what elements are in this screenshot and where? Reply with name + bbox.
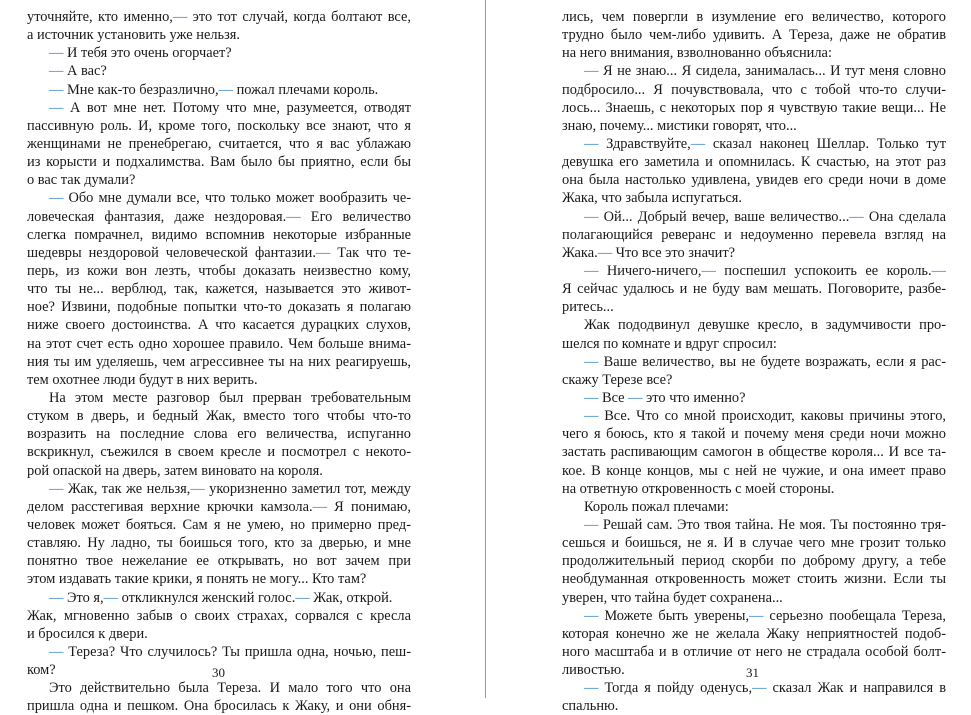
text-line: шедевры нездоровой человеческой фантазии.— Так что те-	[27, 244, 411, 261]
text-line: и бросился к двери.	[27, 625, 148, 642]
text-line: ком?	[27, 662, 56, 679]
text-line: — А вот мне нет. Потому что мне, разумеется, отводят	[49, 99, 411, 116]
text-line: подбросило... Я почувствовала, что с тобой что-то случи-	[562, 81, 946, 98]
text-line: женщинами не пренебрегаю, считается, что я вас ублажаю	[27, 135, 411, 152]
text-line: ливостью.	[562, 662, 625, 679]
text-line: возразить на последние слова его величества, испуганно	[27, 426, 411, 443]
text-line: Жака, что забыла испугаться.	[562, 190, 742, 207]
text-line: сешься и боишься, не я. И в случае чего мне грозит только	[562, 535, 946, 552]
text-line: На этом месте разговор был прерван требовательным	[49, 389, 411, 406]
text-line: тем охотнее люди будут в них верить.	[27, 371, 258, 388]
text-line: ниже своего достоинства. А что касается дурацких слухов,	[27, 317, 411, 334]
text-line: скажу Терезе все?	[562, 371, 673, 388]
text-line: шелся по комнате и вдруг спросил:	[562, 335, 777, 352]
text-line: пассивную роль. И, кроме того, поскольку все знают, что я	[27, 117, 411, 134]
text-line: о вас так думали?	[27, 172, 136, 189]
text-line: из корысти и подхалимства. Вам было бы приятно, если бы	[27, 154, 411, 171]
text-line: — Ой... Добрый вечер, ваше величество...— Она сделала	[584, 208, 946, 225]
text-line: Жак пододвинул девушке кресло, в задумчивости про-	[584, 317, 946, 334]
text-line: ного масштаба и в отличие от него не страдала особой болт-	[562, 643, 946, 660]
text-line: лись, чем повергли в изумление его величество, которого	[562, 9, 946, 25]
text-line: — Это я,— откликнулся женский голос.— Жак, открой.	[49, 589, 393, 606]
text-line: Король пожал плечами:	[584, 498, 729, 515]
text-line: которая конечно же не желала Жаку неприятностей подоб-	[562, 625, 946, 642]
text-line: спальню.	[562, 698, 619, 715]
text-line: что ты не... верблюд, так, кажется, называется это живот-	[27, 281, 411, 298]
text-line: — Обо мне думали все, что только может вообразить че-	[49, 190, 411, 207]
text-line: на него внимания, взволнованно объяснила:	[562, 45, 832, 62]
text-line: ставляю. Ну ладно, ты боишься того, кто за дверью, и мне	[27, 535, 411, 552]
text-line: — Можете быть уверены,— серьезно пообещала Тереза,	[584, 607, 946, 624]
text-line: уверен, что тайна будет сохранена...	[562, 589, 783, 606]
text-line: необдуманная откровенность может стоить жизни. Если ты	[562, 571, 946, 588]
text-line: Я сейчас удалюсь и не буду вам мешать. Поговорите, разбе-	[562, 281, 946, 298]
page-divider	[485, 0, 486, 698]
text-line: человек может бояться. Сам я не умею, но примерно пред-	[27, 516, 411, 533]
text-line: стуком в дверь, и бедный Жак, вместо того чтобы что-то	[27, 408, 411, 425]
text-line: застать распивающим самогон в обществе короля... И все та-	[562, 444, 946, 461]
text-line: ритесь...	[562, 299, 614, 316]
text-line: продолжительный период скорби по доброму другу, а тебе	[562, 553, 946, 570]
text-line: чего я боюсь, кто я такой и почему меня среди ночи можно	[562, 426, 946, 443]
text-line: уточняйте, кто именно,— это тот случай, когда болтают все,	[27, 9, 411, 25]
text-line: вскрикнул, съежился в своем кресле и посмотрел с некото-	[27, 444, 411, 461]
text-line: — Все. Что со мной происходит, каковы причины этого,	[584, 408, 946, 425]
text-line: пришла одна и пешком. Она бросилась к Жаку, и они обня-	[27, 698, 411, 715]
text-line: а источник установить уже нельзя.	[27, 27, 240, 44]
text-line: этом издавать такие крики, я понять не могу... Кто там?	[27, 571, 367, 588]
text-line: ния ты им уделяешь, чем агрессивнее ты на них реагируешь,	[27, 353, 411, 370]
text-line: рой опаской на дверь, затем виновато на короля.	[27, 462, 323, 479]
text-line: — Ничего-ничего,— поспешил успокоить ее король.—	[584, 262, 946, 279]
text-line: — Ваше величество, вы не будете возражать, если я рас-	[584, 353, 946, 370]
text-line: она была настолько удивлена, увидев его среди ночи в доме	[562, 172, 946, 189]
text-line: — Мне как-то безразлично,— пожал плечами король.	[49, 81, 379, 98]
text-line: ловеческая фантазия, даже нездоровая.— Его величество	[27, 208, 411, 225]
text-line: знаю, почему... мистики говорят, что...	[562, 117, 797, 134]
text-line: Жака.— Что все это значит?	[562, 244, 736, 261]
text-line: — Тереза? Что случилось? Ты пришла одна, ночью, пеш-	[49, 643, 411, 660]
text-line: делом расстегивая верхние крючки камзола.— Я понимаю,	[27, 498, 411, 515]
right-page-number: 31	[746, 665, 759, 680]
text-line: трудно было чем-либо удивить. А Тереза, даже не обратив	[562, 27, 946, 44]
text-line: ное? Извини, подобные попытки что-то доказать я полагаю	[27, 299, 411, 316]
left-page-number: 30	[212, 665, 225, 680]
text-line: — Все — это что именно?	[584, 389, 746, 406]
text-line: Жак, мгновенно забыв о своих страхах, сорвался с кресла	[27, 607, 411, 624]
text-line: полагающийся реверанс и недоуменно перевела взгляд на	[562, 226, 946, 243]
text-line: лось... Знаешь, с некоторых пор я чувствую такие вещи... Не	[562, 99, 946, 116]
text-line: понятно твое нежелание ее открывать, но вот зачем при	[27, 553, 411, 570]
text-line: — Здравствуйте,— сказал наконец Шеллар. Только тут	[584, 135, 946, 152]
text-line: — И тебя это очень огорчает?	[49, 45, 232, 62]
text-line: на этот счет есть одно хорошее правило. Чем больше внима-	[27, 335, 411, 352]
text-line: перь, из кожи вон лезть, чтобы доказать неизвестно кому,	[27, 262, 411, 279]
left-page-text	[27, 8, 411, 715]
right-page-text	[562, 8, 946, 715]
text-line: Это действительно была Тереза. И мало того что она	[49, 680, 411, 697]
text-line: девушка его заметила и опомнилась. К счастью, на этот раз	[562, 154, 946, 171]
text-line: — Тогда я пойду оденусь,— сказал Жак и направился в	[584, 680, 946, 697]
text-line: — А вас?	[49, 63, 107, 80]
text-line: на ответную откровенность с моей стороны.	[562, 480, 835, 497]
text-line: — Решай сам. Это твоя тайна. Не моя. Ты постоянно тря-	[584, 516, 946, 533]
text-line: слегка помрачнел, видимо вспомнив некоторые избранные	[27, 226, 411, 243]
text-line: кое. В конце концов, мы с ней не чужие, и она имеет право	[562, 462, 946, 479]
text-line: — Я не знаю... Я сидела, занималась... И тут меня словно	[584, 63, 946, 80]
text-line: — Жак, так же нельзя,— укоризненно заметил тот, между	[49, 480, 411, 497]
